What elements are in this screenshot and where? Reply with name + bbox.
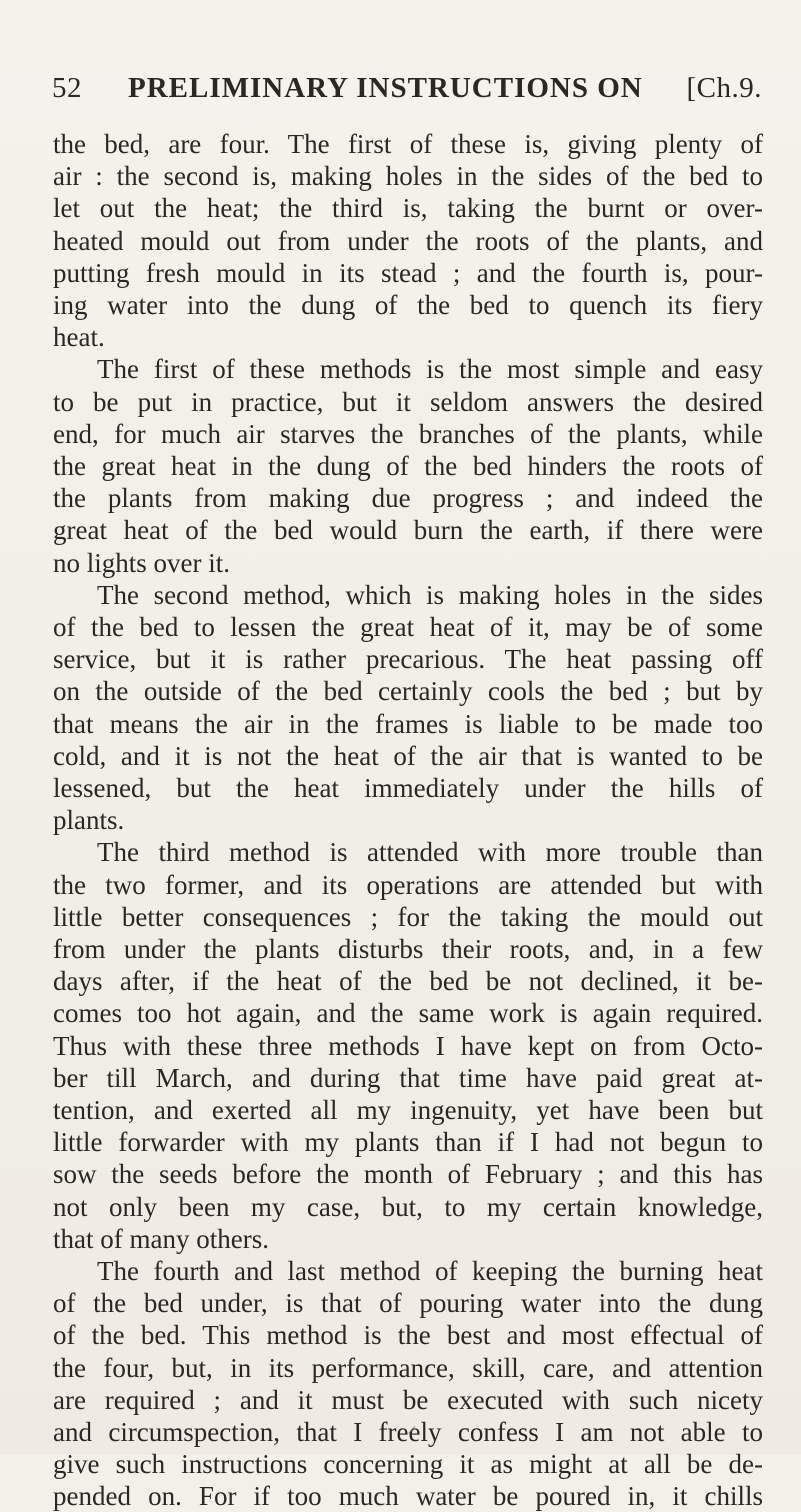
text-line: on the outside of the bed certainly cools the bed ; but by: [53, 676, 763, 707]
text-line: tention, and exerted all my ingenuity, yet have been but: [53, 1095, 763, 1125]
text-line: the plants from making due progress ; and indeed the: [53, 483, 763, 514]
running-title: PRELIMINARY INSTRUCTIONS ON: [128, 72, 643, 104]
text-line: plants.: [53, 805, 125, 836]
text-line: of the bed under, is that of pouring water into the dung: [53, 1288, 763, 1319]
text-line: service, but it is rather precarious. The heat passing off: [53, 644, 763, 675]
text-line: let out the heat; the third is, taking the burnt or over-: [53, 193, 763, 224]
text-line: from under the plants disturbs their roots, and, in a few: [53, 934, 763, 964]
text-line: heated mould out from under the roots of the plants, and: [53, 225, 763, 256]
text-line: sow the seeds before the month of February ; and this has: [53, 1159, 763, 1190]
text-line: the two former, and its operations are attended but with: [53, 869, 763, 900]
text-line: little forwarder with my plants than if I had not begun to: [53, 1127, 763, 1158]
text-line: not only been my case, but, to my certain knowledge,: [53, 1191, 763, 1222]
text-line: of the bed. This method is the best and most effectual of: [53, 1320, 763, 1351]
text-line: putting fresh mould in its stead ; and the fourth is, pour-: [53, 257, 763, 288]
text-line: lessened, but the heat immediately under the hills of: [53, 773, 763, 803]
text-line: give such instructions concerning it as might at all be de-: [53, 1449, 763, 1480]
text-line: the four, but, in its performance, skill, care, and attention: [53, 1352, 763, 1383]
text-line: that of many others.: [53, 1223, 269, 1254]
text-line: no lights over it.: [53, 547, 230, 578]
text-line: air : the second is, making holes in the sides of the bed to: [53, 161, 763, 192]
text-line: the bed, are four. The first of these is, giving plenty of: [53, 129, 763, 159]
text-line: heat.: [53, 322, 105, 353]
text-line: The second method, which is making holes in the sides: [97, 579, 763, 610]
text-line: are required ; and it must be executed with such nicety: [53, 1384, 763, 1415]
text-line: great heat of the bed would burn the earth, if there were: [53, 515, 763, 546]
text-line: Thus with these three methods I have kept on from Octo-: [53, 1030, 763, 1061]
text-line: The fourth and last method of keeping the burning heat: [97, 1256, 763, 1286]
text-line: days after, if the heat of the bed be not declined, it be-: [53, 966, 763, 997]
running-head: [52, 72, 762, 116]
text-line: little better consequences ; for the taking the mould out: [53, 901, 763, 932]
text-line: end, for much air starves the branches of the plants, while: [53, 418, 763, 449]
text-line: that means the air in the frames is liable to be made too: [53, 708, 763, 739]
chapter-marker: [Ch.9.: [686, 72, 762, 104]
text-line: The first of these methods is the most simple and easy: [97, 354, 763, 385]
text-line: comes too hot again, and the same work is again required.: [53, 998, 763, 1029]
text-line: of the bed to lessen the great heat of it, may be of some: [53, 612, 763, 642]
text-line: to be put in practice, but it seldom answers the desired: [53, 386, 763, 417]
text-line: ing water into the dung of the bed to quench its fiery: [53, 290, 763, 320]
text-line: The third method is attended with more trouble than: [97, 837, 763, 868]
text-line: the great heat in the dung of the bed hinders the roots of: [53, 451, 763, 481]
text-line: ber till March, and during that time have paid great at-: [53, 1062, 763, 1093]
page-number: 52: [52, 72, 82, 104]
text-line: pended on. For if too much water be poured in, it chills: [53, 1481, 763, 1512]
text-line: cold, and it is not the heat of the air that is wanted to be: [53, 740, 763, 771]
text-line: and circumspection, that I freely confess I am not able to: [53, 1417, 763, 1447]
